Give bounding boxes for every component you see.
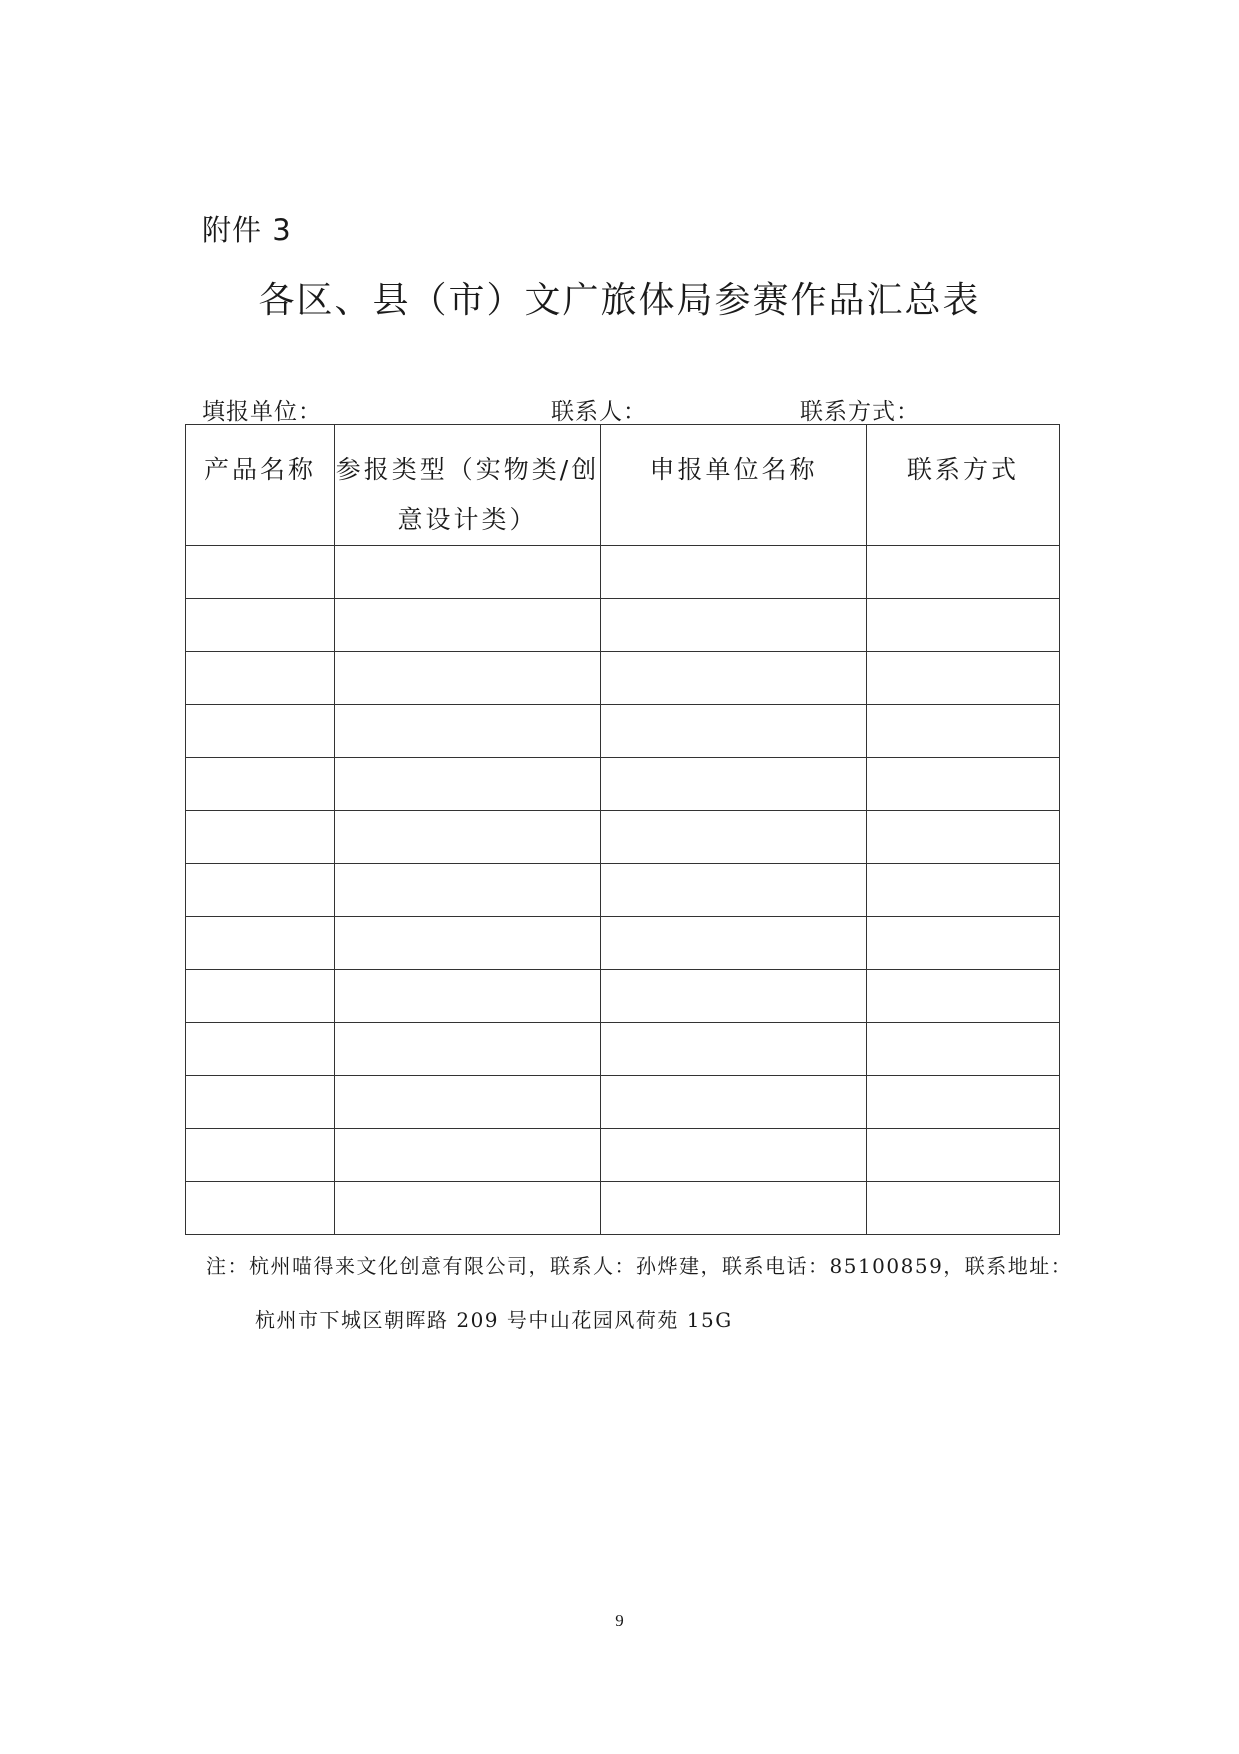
table-cell: [335, 970, 601, 1023]
phone-label: 联系方式：: [800, 399, 920, 425]
table-row: [186, 1076, 1060, 1129]
table-cell: [335, 546, 601, 599]
table-cell: [335, 599, 601, 652]
table-cell: [867, 1129, 1060, 1182]
table-cell: [601, 705, 867, 758]
table-cell: [186, 652, 335, 705]
attachment-label: 附件 3: [202, 213, 292, 247]
column-header-applicant-unit: 申报单位名称: [601, 425, 867, 546]
table-cell: [186, 970, 335, 1023]
table-cell: [186, 1129, 335, 1182]
table-cell: [601, 546, 867, 599]
table-cell: [867, 599, 1060, 652]
table-cell: [186, 599, 335, 652]
table-row: [186, 970, 1060, 1023]
table-row: [186, 811, 1060, 864]
table-cell: [601, 1076, 867, 1129]
table-cell: [601, 864, 867, 917]
table-row: [186, 758, 1060, 811]
table-cell: [867, 758, 1060, 811]
table-cell: [867, 546, 1060, 599]
table-body: [186, 546, 1060, 1235]
table-cell: [335, 811, 601, 864]
table-row: [186, 1023, 1060, 1076]
table-cell: [601, 1182, 867, 1235]
table-cell: [335, 864, 601, 917]
table-cell: [335, 1182, 601, 1235]
table-cell: [867, 864, 1060, 917]
table-cell: [867, 970, 1060, 1023]
table-cell: [601, 917, 867, 970]
table-row: [186, 705, 1060, 758]
note-line-2: 杭州市下城区朝晖路 209 号中山花园风荷苑 15G: [255, 1308, 733, 1332]
table-cell: [601, 652, 867, 705]
table-cell: [867, 1182, 1060, 1235]
contact-label: 联系人：: [551, 399, 647, 425]
table-row: [186, 599, 1060, 652]
table-row: [186, 1129, 1060, 1182]
table-cell: [335, 917, 601, 970]
table-row: [186, 917, 1060, 970]
table-cell: [867, 1076, 1060, 1129]
table-row: [186, 1182, 1060, 1235]
table-cell: [186, 758, 335, 811]
column-header-entry-type: 参报类型（实物类/创意设计类）: [335, 425, 601, 546]
table-row: [186, 864, 1060, 917]
table-cell: [335, 1023, 601, 1076]
table-row: [186, 652, 1060, 705]
table-cell: [186, 917, 335, 970]
table-cell: [601, 599, 867, 652]
table-cell: [335, 705, 601, 758]
table-cell: [186, 1076, 335, 1129]
table-row: [186, 546, 1060, 599]
table-cell: [601, 1129, 867, 1182]
table-cell: [186, 546, 335, 599]
table-header-row: [186, 425, 1060, 546]
summary-table: [185, 424, 1060, 1235]
table-cell: [186, 811, 335, 864]
table-cell: [335, 1129, 601, 1182]
table-cell: [601, 1023, 867, 1076]
table-cell: [601, 758, 867, 811]
table-cell: [867, 652, 1060, 705]
table-cell: [186, 1182, 335, 1235]
table-cell: [335, 1076, 601, 1129]
table-cell: [186, 705, 335, 758]
note-line-1: 注：杭州喵得来文化创意有限公司，联系人：孙烨建，联系电话：85100859，联系地址：: [206, 1254, 1073, 1278]
table-cell: [867, 1023, 1060, 1076]
column-header-contact-info: 联系方式: [867, 425, 1060, 546]
unit-label: 填报单位：: [202, 399, 322, 425]
table-cell: [601, 970, 867, 1023]
column-header-product-name: 产品名称: [186, 425, 335, 546]
table-cell: [186, 864, 335, 917]
document-title: 各区、县（市）文广旅体局参赛作品汇总表: [258, 280, 981, 321]
page-number: 9: [615, 1611, 624, 1630]
table-cell: [867, 705, 1060, 758]
table-cell: [335, 758, 601, 811]
table-cell: [867, 917, 1060, 970]
table-cell: [186, 1023, 335, 1076]
table-cell: [867, 811, 1060, 864]
table-cell: [601, 811, 867, 864]
table-cell: [335, 652, 601, 705]
